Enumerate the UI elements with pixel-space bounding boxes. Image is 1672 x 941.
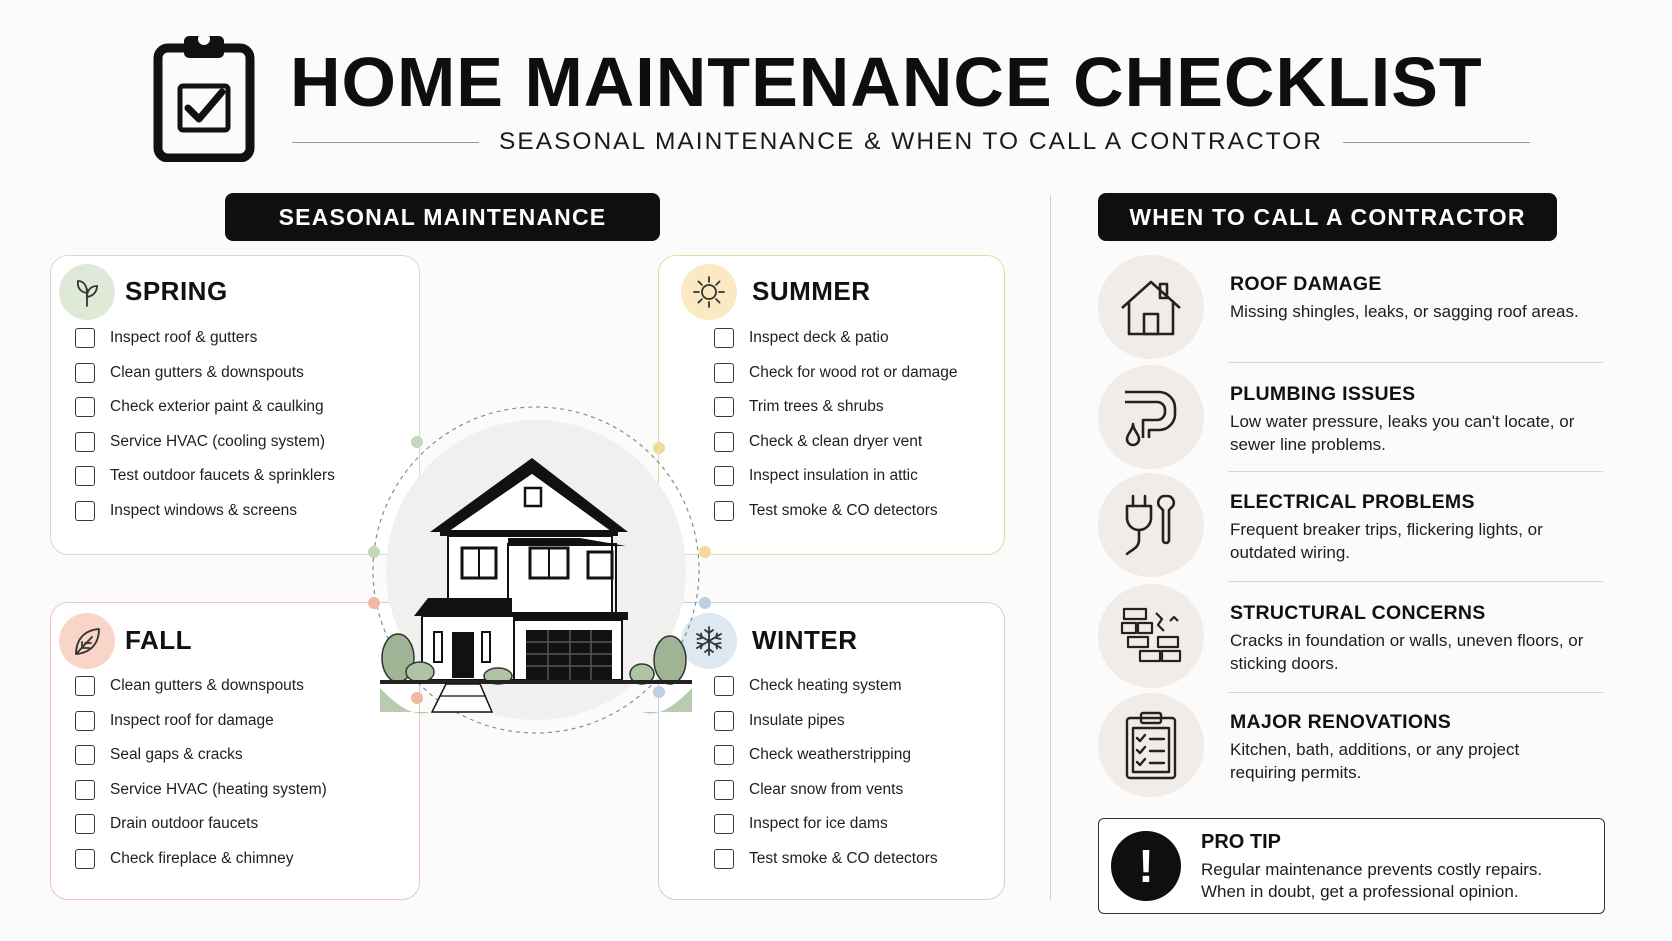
checklist-item[interactable]: Clear snow from vents	[714, 773, 938, 808]
divider-left	[292, 142, 479, 143]
pro-tip-title: PRO TIP	[1201, 831, 1282, 853]
checklist-item[interactable]: Check for wood rot or damage	[714, 356, 958, 391]
checkbox[interactable]	[714, 466, 734, 486]
contractor-item-renovations	[1098, 693, 1603, 797]
pipe-drop-icon	[1098, 365, 1204, 469]
checkbox[interactable]	[75, 397, 95, 417]
contractor-text	[1230, 255, 1590, 359]
row-divider	[1228, 362, 1603, 363]
contractor-title: PLUMBING ISSUES	[1230, 383, 1416, 405]
contractor-heading: WHEN TO CALL A CONTRACTOR	[1098, 193, 1557, 241]
clipboard-check-icon	[152, 28, 256, 162]
row-divider	[1228, 581, 1603, 582]
spring-checklist	[75, 321, 335, 528]
checklist-item[interactable]: Inspect windows & screens	[75, 494, 335, 529]
contractor-item-electrical	[1098, 473, 1603, 577]
contractor-item-structural	[1098, 584, 1603, 688]
checklist-item[interactable]: Service HVAC (heating system)	[75, 773, 327, 808]
page-subtitle: SEASONAL MAINTENANCE & WHEN TO CALL A CONTRACTOR	[499, 128, 1323, 155]
leaf-icon	[59, 613, 115, 669]
checklist-item[interactable]: Inspect insulation in attic	[714, 459, 958, 494]
pro-tip-box	[1098, 818, 1605, 914]
season-title-summer: SUMMER	[752, 276, 871, 306]
contractor-desc: Cracks in foundation or walls, uneven floors, or sticking doors.	[1230, 631, 1584, 673]
contractor-title: STRUCTURAL CONCERNS	[1230, 602, 1486, 624]
page-title: HOME MAINTENANCE CHECKLIST	[290, 43, 1483, 121]
checkbox[interactable]	[75, 432, 95, 452]
checklist-item[interactable]: Clean gutters & downspouts	[75, 356, 335, 391]
clipboard-list-icon	[1098, 693, 1204, 797]
checklist-item[interactable]: Inspect roof for damage	[75, 704, 327, 739]
fall-checklist	[75, 669, 327, 876]
subtitle-row	[292, 126, 1530, 158]
checklist-item[interactable]: Check & clean dryer vent	[714, 425, 958, 460]
contractor-text	[1230, 693, 1590, 797]
checklist-item[interactable]: Insulate pipes	[714, 704, 938, 739]
house-icon	[1098, 255, 1204, 359]
checklist-item[interactable]: Inspect for ice dams	[714, 807, 938, 842]
checkbox[interactable]	[75, 676, 95, 696]
checklist-item[interactable]: Clean gutters & downspouts	[75, 669, 327, 704]
checkbox[interactable]	[75, 363, 95, 383]
house-illustration	[380, 420, 692, 720]
checkbox[interactable]	[714, 849, 734, 869]
checklist-item[interactable]: Drain outdoor faucets	[75, 807, 327, 842]
checkbox[interactable]	[75, 814, 95, 834]
contractor-desc: Frequent breaker trips, flickering lights, or outdated wiring.	[1230, 520, 1543, 562]
checklist-item[interactable]: Inspect deck & patio	[714, 321, 958, 356]
checklist-item[interactable]: Seal gaps & cracks	[75, 738, 327, 773]
brick-wall-icon	[1098, 584, 1204, 688]
row-divider	[1228, 471, 1603, 472]
contractor-item-roof	[1098, 255, 1603, 359]
contractor-text	[1230, 365, 1590, 469]
checkbox[interactable]	[714, 363, 734, 383]
contractor-text	[1230, 473, 1590, 577]
section-divider	[1050, 195, 1051, 900]
checklist-item[interactable]: Service HVAC (cooling system)	[75, 425, 335, 460]
season-title-winter: WINTER	[752, 625, 858, 655]
checkbox[interactable]	[75, 328, 95, 348]
contractor-title: MAJOR RENOVATIONS	[1230, 711, 1452, 733]
checkbox[interactable]	[714, 676, 734, 696]
contractor-desc: Missing shingles, leaks, or sagging roof areas.	[1230, 302, 1579, 321]
checklist-item[interactable]: Check fireplace & chimney	[75, 842, 327, 877]
checkbox[interactable]	[714, 745, 734, 765]
pro-tip-text: Regular maintenance prevents costly repairs. When in doubt, get a professional opinion.	[1201, 860, 1543, 901]
checkbox[interactable]	[714, 328, 734, 348]
checkbox[interactable]	[714, 711, 734, 731]
sun-icon	[681, 264, 737, 320]
contractor-desc: Kitchen, bath, additions, or any project requiring permits.	[1230, 740, 1520, 782]
contractor-title: ELECTRICAL PROBLEMS	[1230, 491, 1475, 513]
winter-checklist	[714, 669, 938, 876]
checkbox[interactable]	[75, 501, 95, 521]
checkbox[interactable]	[75, 711, 95, 731]
checklist-item[interactable]: Check heating system	[714, 669, 938, 704]
divider-right	[1343, 142, 1530, 143]
checklist-item[interactable]: Trim trees & shrubs	[714, 390, 958, 425]
checkbox[interactable]	[75, 745, 95, 765]
contractor-title: ROOF DAMAGE	[1230, 273, 1382, 295]
seasonal-maintenance-heading: SEASONAL MAINTENANCE	[225, 193, 660, 241]
checklist-item[interactable]: Test smoke & CO detectors	[714, 494, 958, 529]
checklist-item[interactable]: Test outdoor faucets & sprinklers	[75, 459, 335, 494]
checkbox[interactable]	[714, 501, 734, 521]
contractor-item-plumbing	[1098, 365, 1603, 469]
checkbox[interactable]	[75, 780, 95, 800]
checklist-item[interactable]: Check exterior paint & caulking	[75, 390, 335, 425]
checklist-item[interactable]: Check weatherstripping	[714, 738, 938, 773]
sprout-icon	[59, 264, 115, 320]
checklist-item[interactable]: Test smoke & CO detectors	[714, 842, 938, 877]
checkbox[interactable]	[714, 780, 734, 800]
summer-checklist	[714, 321, 958, 528]
plug-icon	[1098, 473, 1204, 577]
checkbox[interactable]	[75, 849, 95, 869]
exclamation-icon: !	[1111, 831, 1181, 901]
checkbox[interactable]	[714, 814, 734, 834]
checkbox[interactable]	[714, 432, 734, 452]
season-title-spring: SPRING	[125, 276, 228, 306]
checkbox[interactable]	[75, 466, 95, 486]
checkbox[interactable]	[714, 397, 734, 417]
checklist-item[interactable]: Inspect roof & gutters	[75, 321, 335, 356]
contractor-desc: Low water pressure, leaks you can't locate, or sewer line problems.	[1230, 412, 1575, 454]
contractor-text	[1230, 584, 1590, 688]
season-title-fall: FALL	[125, 625, 192, 655]
